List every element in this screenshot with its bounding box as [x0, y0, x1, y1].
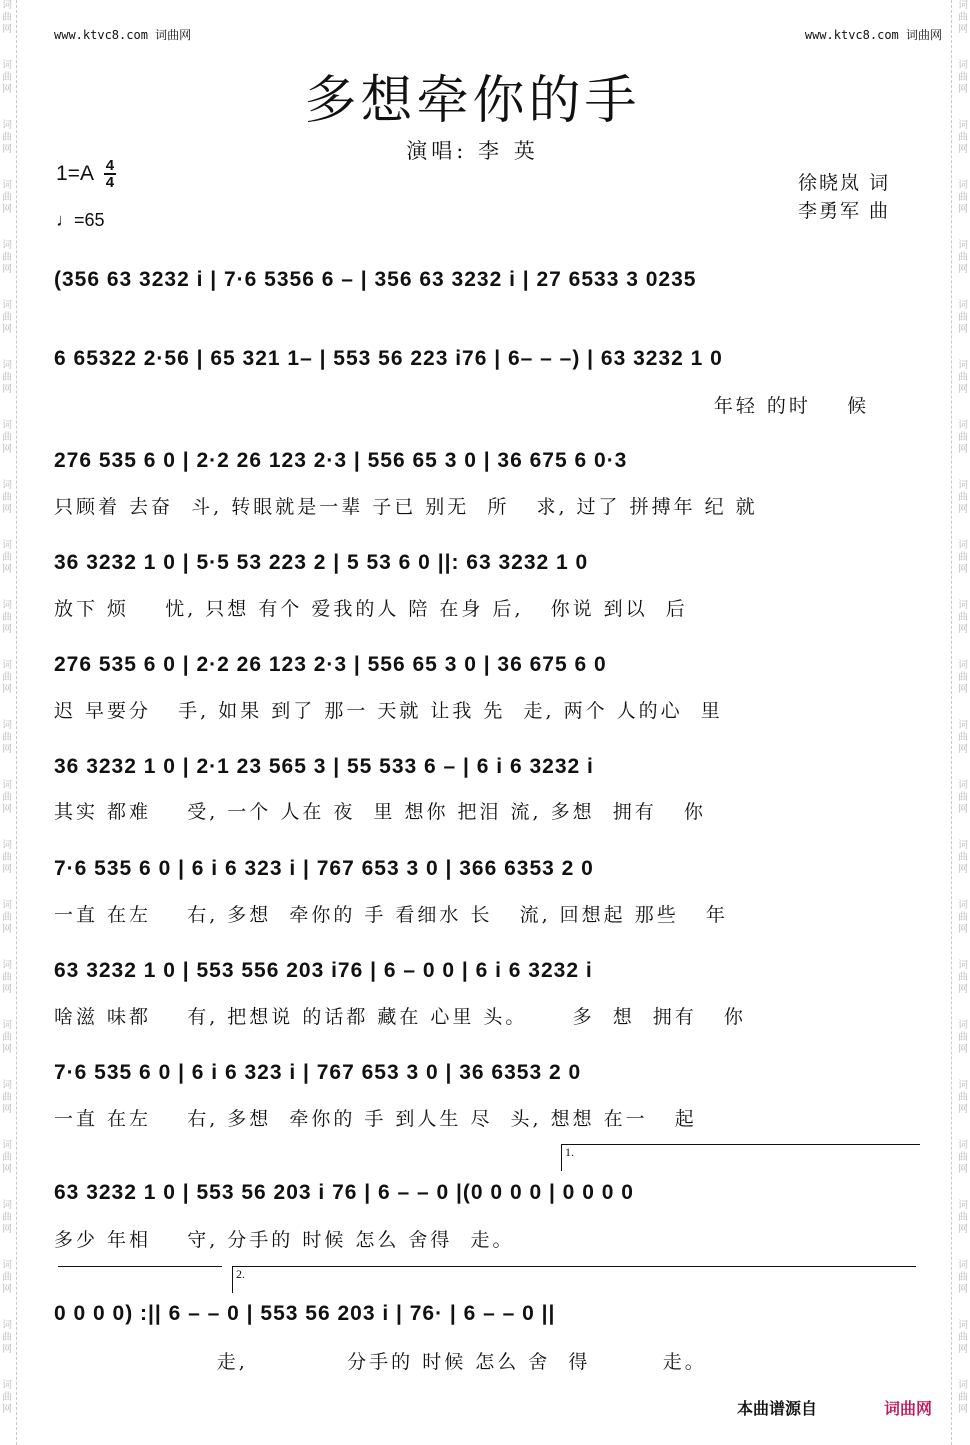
lyric-line: 多少 年相 守, 分手的 时候 怎么 舍得 走。	[54, 1229, 515, 1251]
watermark-text: 词 曲 网	[958, 720, 968, 755]
time-sig-top: 4	[105, 157, 115, 174]
notes-line: 7·6 535 6 0 | 6 i 6 323 i | 767 653 3 0 | 366 6353 2 0	[54, 857, 594, 880]
watermark-text: 词 曲 网	[958, 540, 968, 575]
watermark-text: 词 曲 网	[2, 1380, 12, 1415]
left-border-line	[16, 0, 17, 1445]
watermark-text: 词 曲 网	[958, 900, 968, 935]
watermark-text: 词 曲 网	[2, 1200, 12, 1235]
notation-row-8	[54, 953, 916, 989]
lyric-line: 一直 在左 右, 多想 牵你的 手 看细水 长 流, 回想起 那些 年	[54, 904, 728, 926]
watermark-text: 词 曲 网	[958, 660, 968, 695]
watermark-text: 词 曲 网	[2, 1080, 12, 1115]
notation-row-1	[54, 262, 916, 298]
second-ending-bracket: 2.	[232, 1266, 916, 1293]
tempo-marking: ♩=65	[56, 210, 105, 230]
lyric-line: 其实 都难 受, 一个 人在 夜 里 想你 把泪 流, 多想 拥有 你	[54, 801, 706, 823]
watermark-text: 词 曲 网	[958, 60, 968, 95]
site-url-right[interactable]: www.ktvc8.com 词曲网	[804, 28, 942, 42]
watermark-text: 词 曲 网	[958, 1260, 968, 1295]
watermark-text: 词 曲 网	[2, 540, 12, 575]
source-note: 本曲谱源自	[737, 1401, 818, 1418]
notation-row-7	[54, 851, 916, 887]
watermark-text: 词 曲 网	[958, 1200, 968, 1235]
watermark-text: 词 曲 网	[958, 1380, 968, 1415]
first-ending-bracket: 1.	[561, 1144, 920, 1171]
watermark-text: 词 曲 网	[2, 120, 12, 155]
time-signature	[104, 158, 116, 190]
watermark-text: 词 曲 网	[2, 240, 12, 275]
watermark-text: 词 曲 网	[958, 600, 968, 635]
notation-row-11	[54, 1296, 916, 1332]
notes-line: 276 535 6 0 | 2·2 26 123 2·3 | 556 65 3 0 | 36 675 6 0	[54, 653, 607, 676]
lyric-line: 放下 烦 忧, 只想 有个 爱我的人 陪 在身 后, 你说 到以 后	[54, 598, 688, 620]
watermark-text: 词 曲 网	[2, 660, 12, 695]
lyric-line: 年轻 的时 候	[54, 395, 870, 417]
composer-credit: 李勇军 曲	[798, 200, 891, 222]
watermark-text: 词 曲 网	[2, 720, 12, 755]
watermark-text: 词 曲 网	[2, 360, 12, 395]
lyric-line: 走, 分手的 时候 怎么 舍 得 走。	[54, 1351, 707, 1373]
right-border-line	[951, 0, 952, 1445]
watermark-text: 词 曲 网	[958, 1080, 968, 1115]
watermark-text: 词 曲 网	[958, 1020, 968, 1055]
watermark-text: 词 曲 网	[2, 600, 12, 635]
key-label: 1=A	[56, 162, 94, 185]
time-sig-bottom: 4	[105, 174, 115, 191]
watermark-text: 词 曲 网	[958, 960, 968, 995]
watermark-text: 词 曲 网	[2, 840, 12, 875]
site-url-left[interactable]: www.ktvc8.com 词曲网	[54, 28, 192, 42]
watermark-text: 词 曲 网	[2, 180, 12, 215]
notation-row-2	[54, 341, 916, 377]
notes-line: 276 535 6 0 | 2·2 26 123 2·3 | 556 65 3 0 | 36 675 6 0·3	[54, 449, 628, 472]
watermark-text: 词 曲 网	[958, 300, 968, 335]
watermark-text: 词 曲 网	[2, 300, 12, 335]
notation-row-9	[54, 1055, 916, 1091]
watermark-text: 词 曲 网	[2, 1320, 12, 1355]
watermark-text: 词 曲 网	[2, 0, 12, 35]
notation-row-6	[54, 749, 916, 785]
notes-line: (356 63 3232 i | 7·6 5356 6 – | 356 63 3232 i | 27 6533 3 0235	[54, 268, 697, 291]
notes-line: 6 65322 2·56 | 65 321 1– | 553 56 223 i76 | 6– – –) | 63 3232 1 0	[54, 347, 723, 370]
first-ending-continuation	[58, 1266, 222, 1267]
lyric-line: 迟 早要分 手, 如果 到了 那一 天就 让我 先 走, 两个 人的心 里	[54, 700, 723, 722]
notes-line: 63 3232 1 0 | 553 56 203 i 76 | 6 – – 0 |(0 0 0 0 | 0 0 0 0	[54, 1181, 634, 1204]
notation-row-10	[54, 1175, 916, 1211]
notes-line: 0 0 0 0) :|| 6 – – 0 | 553 56 203 i | 76· | 6 – – 0 ||	[54, 1302, 556, 1325]
watermark-text: 词 曲 网	[958, 0, 968, 35]
watermark-text: 词 曲 网	[958, 840, 968, 875]
left-watermark-strip	[0, 0, 14, 1445]
right-watermark-strip	[956, 0, 970, 1445]
watermark-text: 词 曲 网	[2, 480, 12, 515]
song-title: 多想牵你的手	[304, 71, 641, 131]
watermark-text: 词 曲 网	[958, 240, 968, 275]
watermark-text: 词 曲 网	[958, 480, 968, 515]
lyricist-credit: 徐晓岚 词	[798, 172, 891, 194]
watermark-text: 词 曲 网	[958, 1320, 968, 1355]
watermark-text: 词 曲 网	[958, 420, 968, 455]
watermark-text: 词 曲 网	[2, 1260, 12, 1295]
watermark-text: 词 曲 网	[958, 780, 968, 815]
singer-credit: 演唱: 李 英	[406, 139, 539, 163]
key-signature	[56, 158, 116, 190]
watermark-text: 词 曲 网	[958, 1140, 968, 1175]
watermark-text: 词 曲 网	[958, 120, 968, 155]
notes-line: 36 3232 1 0 | 5·5 53 223 2 | 5 53 6 0 ||: 63 3232 1 0	[54, 551, 589, 574]
lyric-line: 啥滋 味都 有, 把想说 的话都 藏在 心里 头。 多 想 拥有 你	[54, 1006, 746, 1028]
watermark-text: 词 曲 网	[2, 960, 12, 995]
watermark-text: 词 曲 网	[2, 60, 12, 95]
watermark-text: 词 曲 网	[958, 180, 968, 215]
lyric-line: 一直 在左 右, 多想 牵你的 手 到人生 尽 头, 想想 在一 起	[54, 1108, 697, 1130]
notes-line: 7·6 535 6 0 | 6 i 6 323 i | 767 653 3 0 | 36 6353 2 0	[54, 1061, 582, 1084]
lyric-line: 只顾着 去奋 斗, 转眼就是一辈 子已 别无 所 求, 过了 拼搏年 纪 就	[54, 496, 758, 518]
watermark-text: 词 曲 网	[2, 1020, 12, 1055]
notes-line: 36 3232 1 0 | 2·1 23 565 3 | 55 533 6 – | 6 i 6 3232 i	[54, 755, 594, 778]
notation-row-3	[54, 443, 916, 479]
watermark-text: 词 曲 网	[2, 420, 12, 455]
notation-row-5	[54, 647, 916, 683]
brand-link[interactable]: 词曲网	[884, 1401, 933, 1418]
watermark-text: 词 曲 网	[2, 1140, 12, 1175]
notation-row-4	[54, 545, 916, 581]
watermark-text: 词 曲 网	[2, 900, 12, 935]
watermark-text: 词 曲 网	[958, 360, 968, 395]
watermark-text: 词 曲 网	[2, 780, 12, 815]
notes-line: 63 3232 1 0 | 553 556 203 i76 | 6 – 0 0 | 6 i 6 3232 i	[54, 959, 593, 982]
